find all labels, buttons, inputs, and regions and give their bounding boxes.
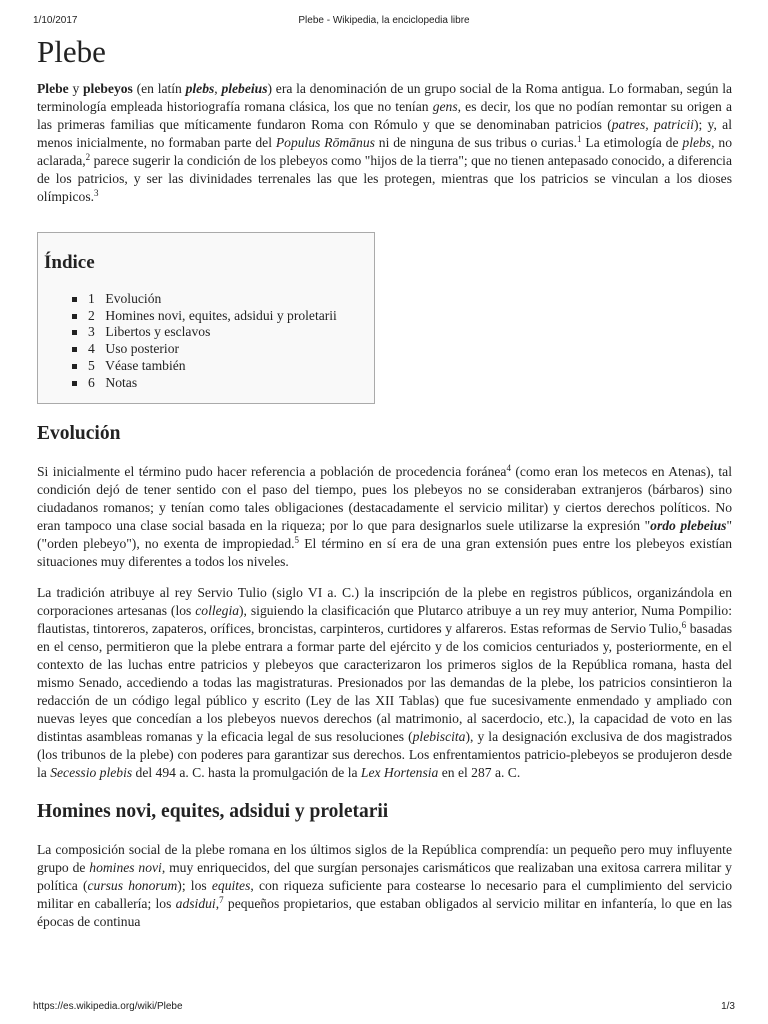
text-run: La etimología de [581,135,683,150]
bullet-icon [72,347,77,352]
toc-item[interactable] [66,291,374,308]
text-run: , [214,81,222,96]
italic-term: patres, patricii [611,117,694,132]
text-run: pequeños propietarios, que estaban obligados al servicio militar en infantería, lo que en las épocas de continua [37,896,732,930]
italic-term-link[interactable]: equites [211,878,251,894]
toc-number: 4 [88,341,95,357]
footnote-ref[interactable]: 1 [577,134,582,144]
toc-label: Homines novi, equites, adsidui y proletarii [105,307,337,323]
bullet-icon [72,297,77,302]
italic-term-link[interactable]: plebiscita [412,729,466,745]
text-run: , muy enriquecidos, del que surgían personajes carismáticos que realizaban una exitosa carrera militar y política ( [37,860,732,894]
article-content [37,34,732,931]
text-run: La composición social de la plebe romana en los últimos siglos de la República comprendía: un pequeño pero muy influyente grupo de [37,842,732,876]
toc-number: 2 [88,307,95,323]
latin-term-link[interactable]: plebs [185,81,215,96]
toc-label: Evolución [105,291,162,306]
text-run: del 494 a. C. hasta la promulgación de la [132,765,361,781]
print-page-title: Plebe - Wikipedia, la enciclopedia libre [298,15,470,26]
print-date: 1/10/2017 [33,15,78,26]
text-run: ); y, al menos inicialmente, no formaban parte del [37,117,732,150]
text-run: La tradición atribuye al rey Servio Tulio (siglo VI a. C.) la inscripción de la plebe en registros públicos, organizándola en corporaciones artesanas (los [37,585,732,619]
toc-label: Notas [105,374,138,390]
toc-number: 3 [88,324,95,340]
italic-term-link[interactable]: homines novi [89,860,162,876]
text-run: ni de ninguna de sus tribus o curias. [374,135,578,150]
toc-item[interactable] [66,375,374,392]
text-run: , es decir, los que no podían remontar su origen a las primeras familias que míticamente fundaron Roma con Rómulo y que se denominaban patricios ( [37,99,732,132]
bold-term: plebeyos [83,81,133,96]
italic-term-link[interactable]: adsidui [175,896,216,912]
text-run: ) era la denominación de un grupo social de la Roma antigua. Lo formaban, según la terminología empleada historiografía romana clásica, los que no tenían [37,81,732,114]
page-url[interactable]: https://es.wikipedia.org/wiki/Plebe [33,1001,183,1012]
toc-label: Véase también [105,357,186,373]
toc-item[interactable] [66,341,374,358]
print-header [33,15,735,29]
bullet-icon [72,314,77,319]
text-run: (en latín [132,81,186,96]
print-footer [33,1001,735,1015]
section2-paragraph-1 [37,841,732,931]
toc-item[interactable] [66,358,374,375]
text-run: (como eran los metecos en Atenas), tal condición dejó de tener sentido con el paso del tiempo, pues los plebeyos no se consideraban extranjeros (bárbaros) sino ciudadanos romanos; y tenían como tales obligaciones (destacadamente el servicio militar) y ciertos derechos políticos. No eran tampoco una clase social basada en la riqueza; por lo que para designarlos suele utilizarse la expresión " [37,464,732,534]
footnote-ref[interactable]: 2 [85,152,91,162]
footnote-ref[interactable]: 6 [681,620,687,631]
text-run: ); los [177,878,212,894]
italic-term-link[interactable]: Lex Hortensia [360,765,439,781]
section-heading-homines-novi: Homines novi, equites, adsidui y proletarii [37,801,389,823]
text-run: , [215,896,220,912]
toc-label: Uso posterior [105,341,180,357]
toc-item[interactable] [66,324,374,341]
page-number: 1/3 [721,1001,735,1012]
italic-term: plebs [682,135,712,150]
page-title: Plebe [37,34,106,69]
italic-term-link[interactable]: Secessio plebis [50,765,133,781]
section1-paragraph-2 [37,584,732,782]
italic-term-link[interactable]: cursus honorum [87,878,178,894]
toc-number: 6 [88,374,95,390]
bullet-icon [72,330,77,335]
footnote-ref[interactable]: 3 [94,188,99,198]
section-heading-evolucion: Evolución [37,423,121,445]
toc-label: Libertos y esclavos [105,324,211,340]
text-run: parece sugerir la condición de los plebeyos como "hijos de la tierra"; que no tienen antepasado conocido, a diferencia de los patricios, y ser las divinidades terrenales las que les protegen, mientras que los patricios se vinculan a los dioses olímpicos. [37,153,732,204]
text-run: El término en sí era de una gran extensión pues entre los plebeyos existían situaciones muy diferentes a todos los niveles. [37,536,732,570]
latin-term: ordo plebeius [650,518,727,534]
latin-term-link[interactable]: plebeius [221,81,268,96]
intro-paragraph [37,80,732,206]
bullet-icon [72,364,77,369]
text-run: y [68,81,83,96]
footnote-ref[interactable]: 5 [294,535,300,546]
text-run: , con riqueza suficiente para costearse lo necesario para el cumplimiento del servicio militar en caballería; los [37,878,732,912]
text-run: ), y la designación exclusiva de dos magistrados (los tribunos de la plebe) con poderes para garantizar sus derechos. Los enfrentamientos patricio-plebeyos se produjeron desde la [37,729,732,781]
toc-list [44,291,374,391]
footnote-ref[interactable]: 7 [219,895,224,906]
text-run: Si inicialmente el término pudo hacer referencia a población de procedencia foránea [37,464,507,480]
table-of-contents [37,232,375,404]
text-run: ), siguiendo la clasificación que Plutarco atribuye a un rey muy anterior, Numa Pompilio: flautistas, tintoreros, zapateros, orífices, broncistas, carpinteros, curtidores y alfareros. Estas reformas de Servio Tulio, [37,603,732,637]
toc-number: 5 [88,357,95,373]
bold-term: Plebe [37,81,69,96]
text-run: en el 287 a. C. [438,765,521,781]
toc-item[interactable] [66,308,374,325]
italic-term-link[interactable]: Populus Rōmānus [275,135,375,150]
text-run: , no aclarada, [37,135,732,168]
toc-number: 1 [88,291,95,306]
footnote-ref[interactable]: 4 [506,463,511,474]
italic-term-link[interactable]: gens [432,99,458,114]
text-run: basadas en el censo, permitieron que la plebe entrara a formar parte del ejército y de los comicios centuriados y, posteriormente, en el contexto de las luchas entre patricios y plebeyos que caracterizaron los primeros siglos de la República romana, hasta del mismo Senado, accediendo a todas las magistraturas. Presionados por las demandas de la plebe, los patricios consintieron la redacción de un código legal público y escrito (Ley de las XII Tablas) que fue sucesivamente enmendado y ampliado con nuevas leyes que concedían a los plebeyos nuevos derechos (al matrimonio, al sacerdocio, etc.), la capacidad de voto en las distintas asambleas romanas y la eficacia legal de sus resoluciones ( [37,621,732,745]
toc-heading: Índice [44,252,95,273]
text-run: " ("orden plebeyo"), no exenta de impropiedad. [37,518,732,552]
italic-term-link[interactable]: collegia [195,603,240,619]
bullet-icon [72,381,77,386]
section1-paragraph-1 [37,463,732,571]
